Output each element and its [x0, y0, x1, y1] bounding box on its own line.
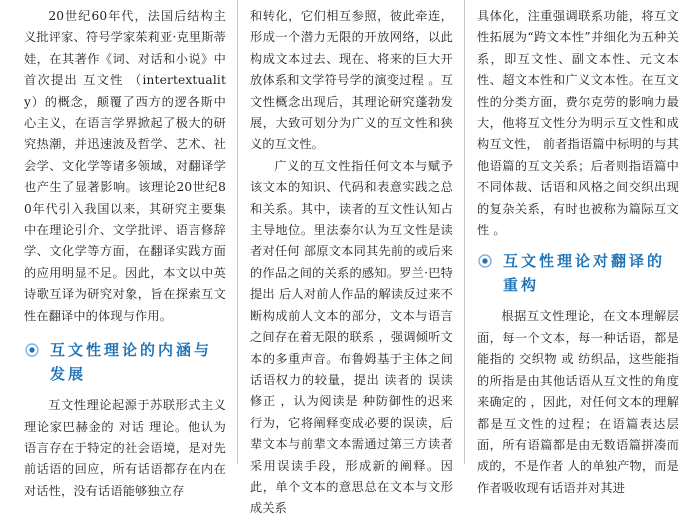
section-title: 互文性理论对翻译的重构 — [503, 252, 666, 295]
paragraph: 互文性理论起源于苏联形式主义理论家巴赫金的 对话 理论。他认为语言存在于特定的社会语境，是对先前话语的回应，所有话语都存在内在对话性，没有话语能够独立存 — [24, 398, 226, 498]
section-heading — [477, 249, 679, 297]
text-column-left — [24, 6, 226, 498]
paragraph: 具体化，注重强调联系功能，将互文性拓展为“跨文本性”并细化为五种关系，即互文性、副文本性、元文本性、超文本性和广义文本性。在互文性的分类方面，费尔克劳的影响力最大，他将互文性分为明示互文性和成构互文性， 前者指语篇中标明的与其他语篇的互文关系；后者则指语篇中不同体裁、话语和风格之间交织出现的复杂关系，有时也被称为篇际互文性 。 — [477, 9, 679, 238]
column-divider — [464, 0, 465, 464]
section-heading — [24, 338, 226, 386]
text-column-right — [477, 6, 679, 495]
section-title: 互文性理论的内涵与发展 — [50, 341, 213, 384]
target-bullet-icon — [25, 343, 39, 357]
paragraph: 和转化，它们相互参照，彼此牵连，形成一个潜力无限的开放网络，以此构成文本过去、现在、将来的巨大开放体系和文学符号学的演变过程 。互文性概念出现后，其理论研究蓬勃发展，大致可划分为广义的互文性和狭义的互文性。 — [250, 9, 453, 152]
paragraph: 广义的互文性指任何文本与赋予该文本的知识、代码和表意实践之总和关系。其中，读者的互文性认知占主导地位。里法泰尔认为互文性是读者对任何 部原文本同其先前的或后来的作品之间的关系的感知。罗兰·巴特提出 后人对前人作品的解读反过来不断构成前人文本的部分，文本与语言之间存在着无限的联系 ，强调倾听文本的多重声音。布鲁姆基于主体之间话语权力的较量，提出 读者的 误读修正 ，认为阅读是 种防御性的迟来行为，它将阐释变成必要的误读，后辈文本与前辈文本需通过第三方读者采用误读手段，形成新的阐释。因此，单个文本的意思总在文本与文形成关系 — [250, 158, 453, 516]
column-divider — [237, 0, 238, 464]
paragraph: 20世纪60年代，法国后结构主义批评家、符号学家茱莉亚·克里斯蒂娃，在其著作《词、对话和小说》中首次提出 互文性 （intertextuality）的概念，颠覆了西方的逻各斯中心主义，在语言学界掀起了极大的研究热潮，并迅速波及哲学、艺术、社会学、文化学等诸多领域，对翻译学也产生了显著影响。该理论20世纪80年代引入我国以来，其研究主要集中在理论引介、文学批评、语言修辞学、文化学等方面，在翻译实践方面的应用明显不足。因此，本文以中英诗歌互译为研究对象，旨在探索互文性在翻译中的体现与作用。 — [24, 9, 226, 323]
text-column-middle — [250, 6, 453, 516]
paragraph: 根据互文性理论，在文本理解层面，每一个文本，每一种话语，都是能指的 交织物 或 纺织品，这些能指的所指是由其他话语从互文性的角度来确定的 ，因此，对任何文本的理解都是互文性的过程；在语篇表达层面，所有语篇都是由无数语篇拼凑而成的，不是作者 人的单独产物，而是作者吸收现有话语并对其进 — [477, 309, 679, 495]
target-bullet-icon — [478, 254, 492, 268]
